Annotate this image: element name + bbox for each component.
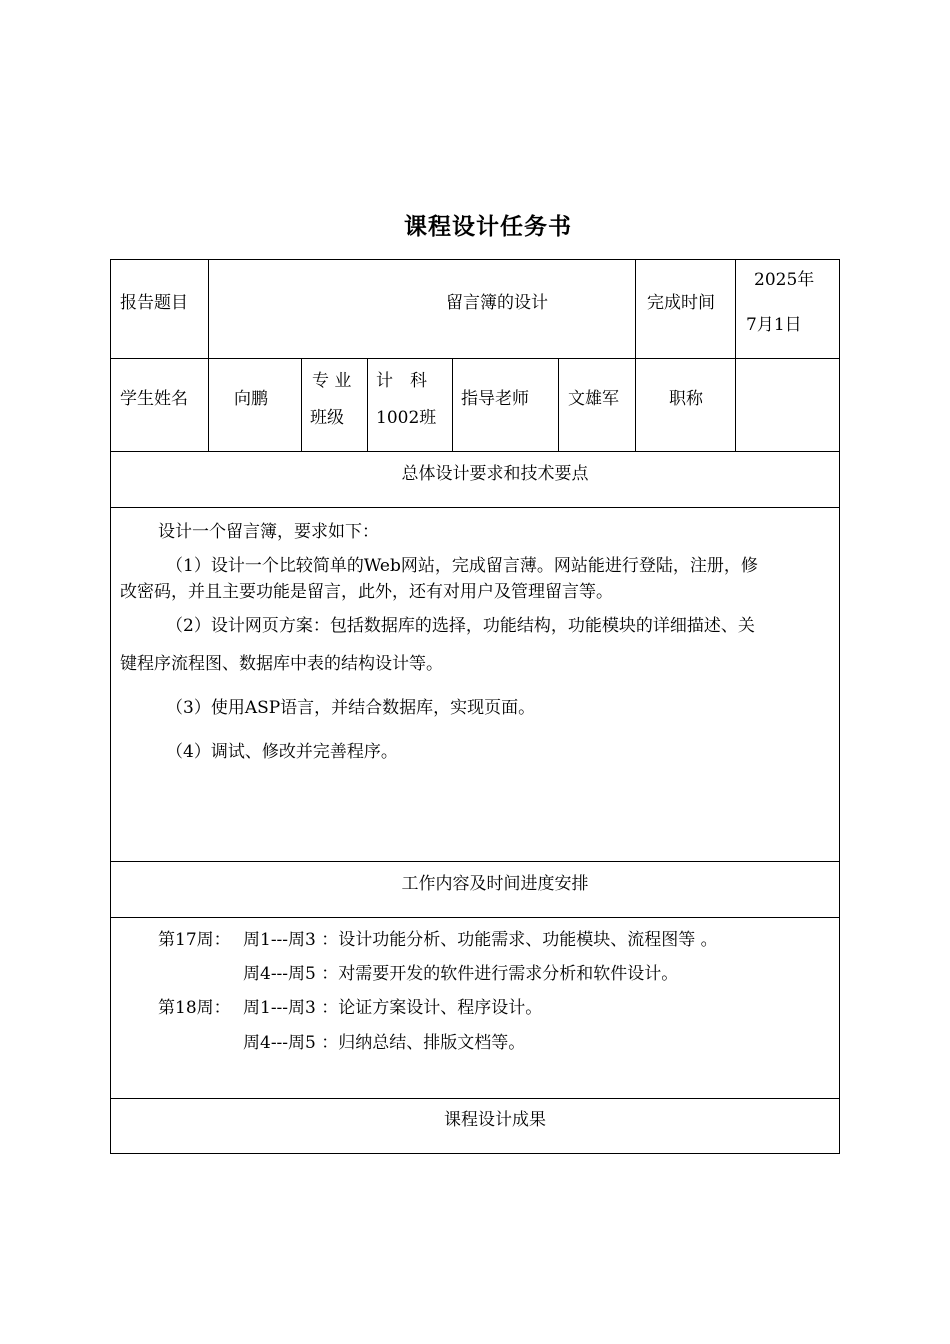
requirement-2-line2: 键程序流程图、数据库中表的结构设计等。 (120, 654, 443, 674)
column-divider (208, 259, 209, 452)
completion-year: 2025年 (754, 270, 815, 290)
advisor-label: 指导老师 (461, 389, 529, 409)
row-divider (110, 1098, 840, 1099)
requirement-1-line2: 改密码，并且主要功能是留言，此外，还有对用户及管理留言等。 (120, 582, 613, 602)
major-class-value-line2: 1002班 (376, 408, 437, 428)
week17-task-b: 周4---周5 ：对需要开发的软件进行需求分析和软件设计。 (243, 964, 679, 984)
column-divider (367, 358, 368, 452)
major-class-label-line1: 专 业 (312, 371, 352, 391)
week17-label: 第17周： (158, 930, 231, 950)
week17-task-a: 周1---周3 ：设计功能分析、功能需求、功能模块、流程图等 。 (243, 930, 718, 950)
document-title: 课程设计任务书 (404, 213, 572, 240)
requirement-2-line1: （2）设计网页方案：包括数据库的选择，功能结构，功能模块的详细描述、关 (166, 616, 755, 636)
column-divider (301, 358, 302, 452)
completion-date: 7月1日 (746, 315, 802, 335)
row-divider (110, 917, 840, 918)
requirements-intro: 设计一个留言簿，要求如下： (158, 522, 379, 542)
week18-task-a: 周1---周3 ：论证方案设计、程序设计。 (243, 998, 543, 1018)
results-heading: 课程设计成果 (444, 1110, 546, 1130)
week18-label: 第18周： (158, 998, 231, 1018)
design-requirements-heading: 总体设计要求和技术要点 (401, 464, 589, 484)
report-topic-value: 留言簿的设计 (446, 293, 548, 313)
week18-task-b: 周4---周5 ：归纳总结、排版文档等。 (243, 1033, 526, 1053)
row-divider (110, 507, 840, 508)
schedule-heading: 工作内容及时间进度安排 (401, 874, 589, 894)
completion-time-label: 完成时间 (647, 293, 715, 313)
column-divider (558, 358, 559, 452)
requirement-4: （4）调试、修改并完善程序。 (166, 742, 398, 762)
report-topic-label: 报告题目 (120, 293, 188, 313)
advisor-name: 文雄军 (568, 389, 619, 409)
column-divider (452, 358, 453, 452)
row-divider (110, 861, 840, 862)
major-class-value-line1: 计 科 (376, 371, 427, 391)
student-name-value: 向鹏 (234, 389, 268, 409)
requirement-1-line1: （1）设计一个比较简单的Web网站，完成留言薄。网站能进行登陆，注册，修 (166, 556, 758, 576)
major-class-label-line2: 班级 (310, 408, 344, 428)
requirement-3: （3）使用ASP语言，并结合数据库，实现页面。 (166, 698, 536, 718)
student-name-label: 学生姓名 (120, 389, 188, 409)
row-divider (110, 451, 840, 452)
column-divider (635, 259, 636, 452)
row-divider (110, 358, 840, 359)
job-title-label: 职称 (669, 389, 703, 409)
column-divider (735, 259, 736, 452)
